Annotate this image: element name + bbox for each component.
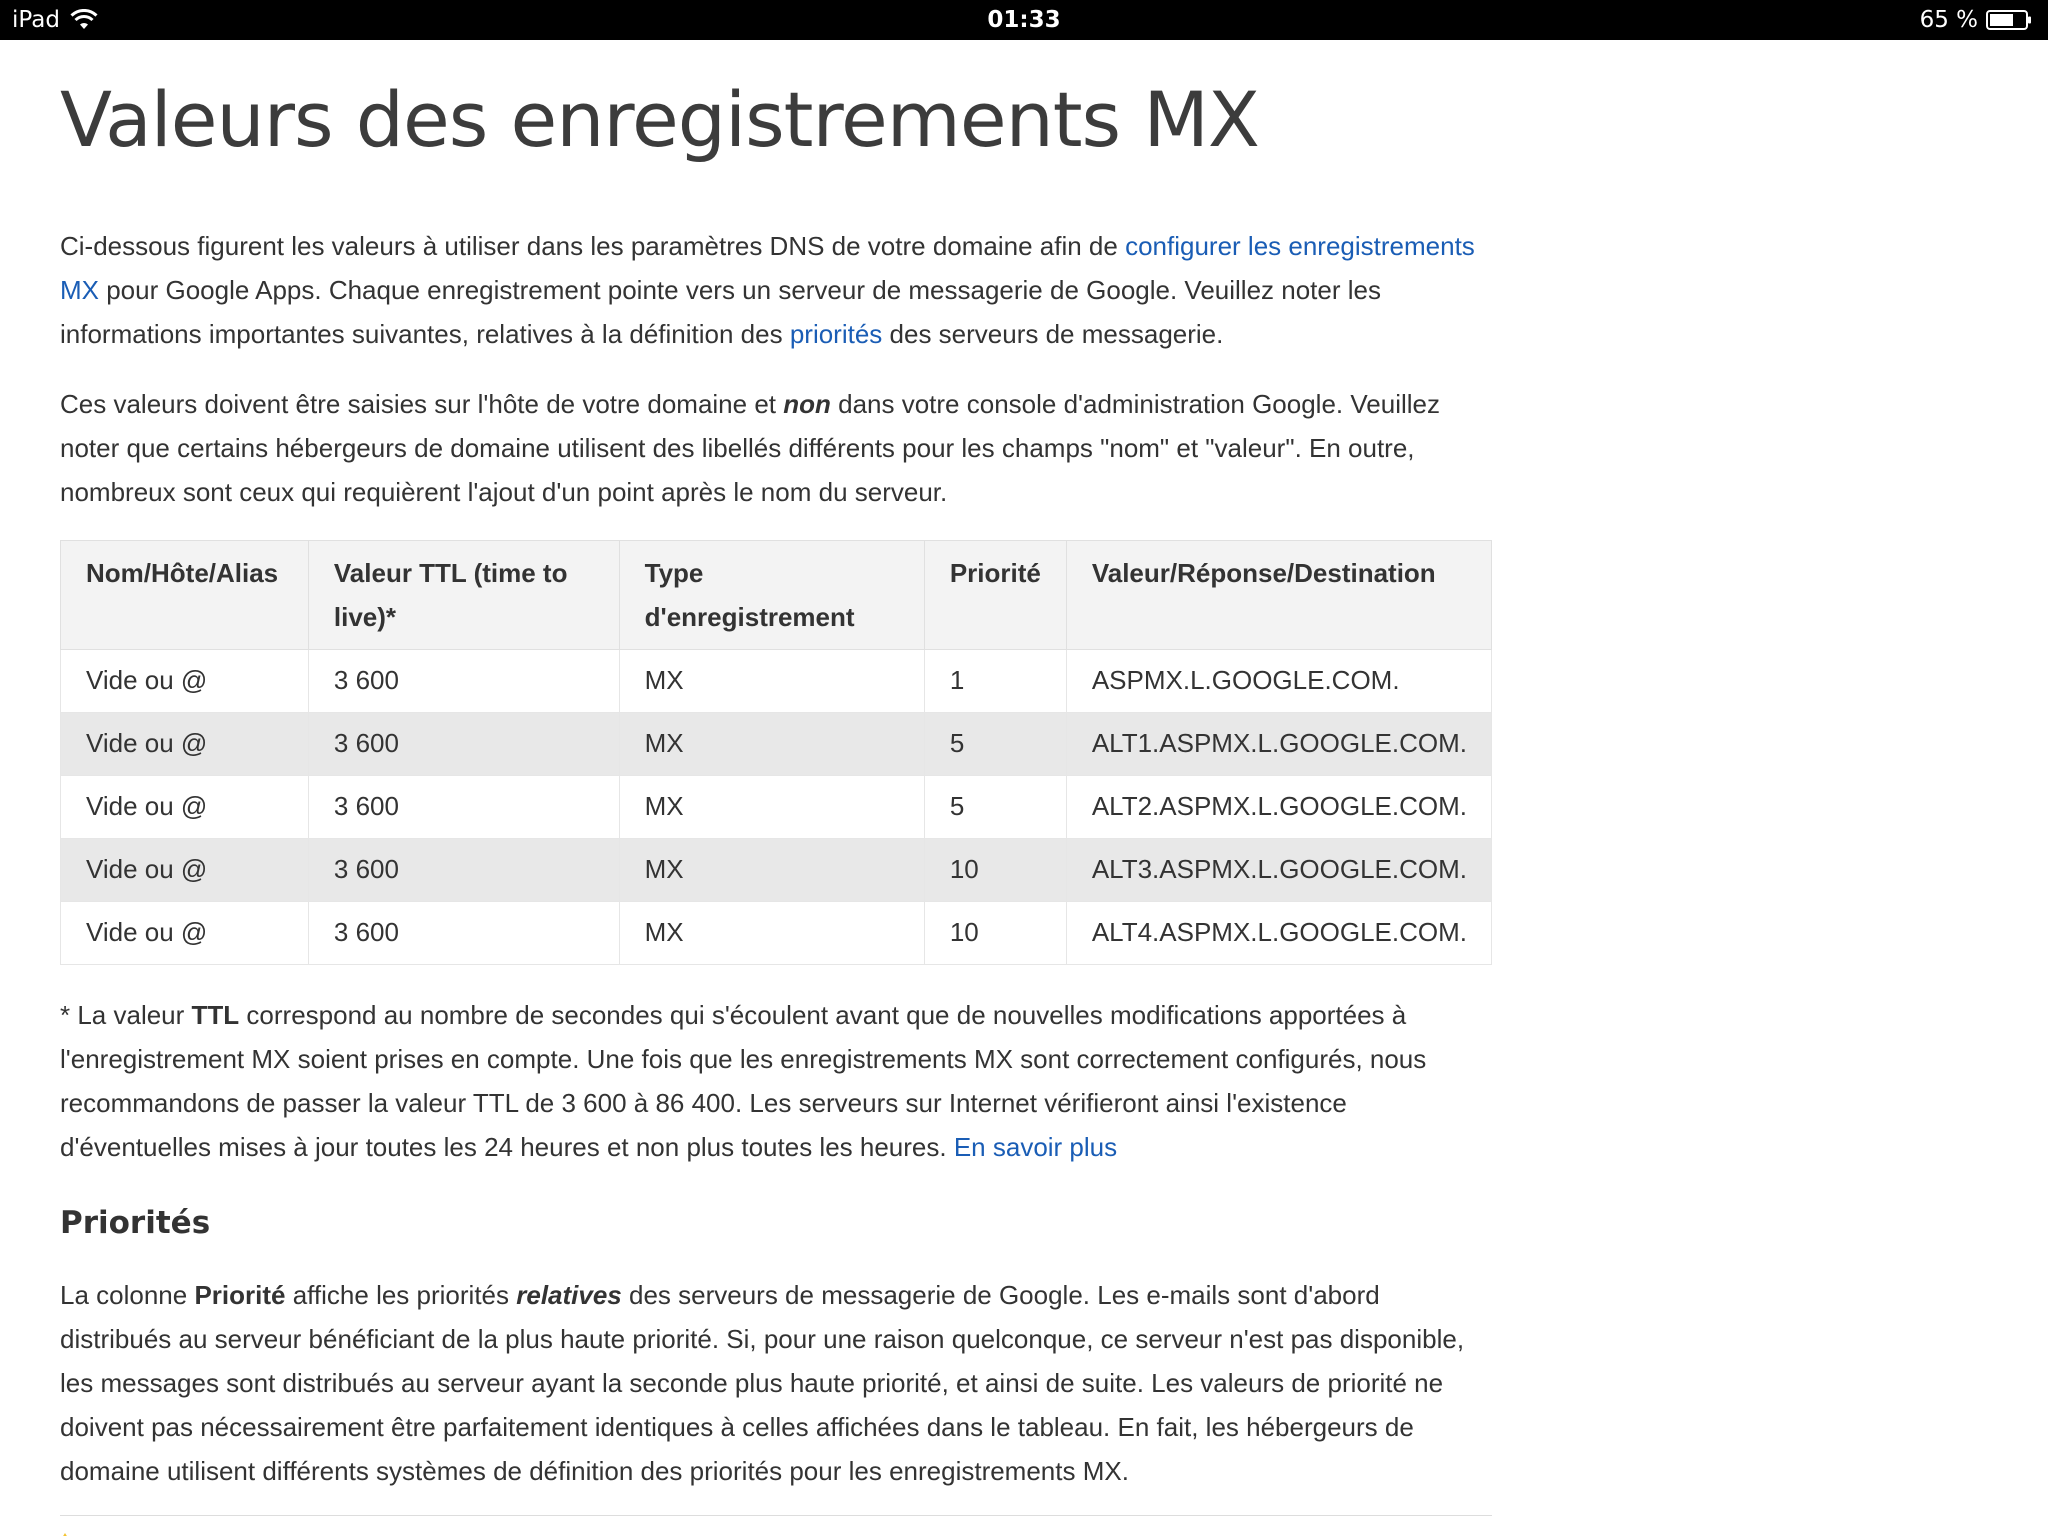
table-cell: 10 (924, 901, 1066, 964)
table-cell: MX (619, 901, 924, 964)
table-cell: MX (619, 649, 924, 712)
table-cell: 5 (924, 775, 1066, 838)
ttl-note-text: * La valeur (60, 999, 192, 1030)
table-row (61, 649, 1492, 712)
table-cell: MX (619, 712, 924, 775)
battery-percent: 65 % (1919, 7, 1978, 33)
table-cell: 3 600 (308, 901, 619, 964)
ttl-note-paragraph (60, 993, 1492, 1169)
section-divider (60, 1515, 1492, 1516)
table-cell: MX (619, 775, 924, 838)
priorities-text: La colonne (60, 1279, 195, 1310)
ttl-note-text: correspond au nombre de secondes qui s'écoulent avant que de nouvelles modifications apportées à l'enregistrement MX soient prises en compte. Une fois que les enregistrements MX sont correctement configurés, nous recommandons de passer la valeur TTL de 3 600 à 86 400. Les serveurs sur Internet vérifieront ainsi l'existence d'éventuelles mises à jour toutes les 24 heures et non plus toutes les heures. (60, 999, 1427, 1162)
table-cell: 3 600 (308, 775, 619, 838)
device-label: iPad (12, 7, 60, 33)
priorities-text: des serveurs de messagerie de Google. Les e-mails sont d'abord distribués au serveur bénéficiant de la plus haute priorité. Si, pour une raison quelconque, ce serveur n'est pas disponible, les messages sont distribués au serveur ayant la seconde plus haute priorité, et ainsi de suite. Les valeurs de priorité ne doivent pas nécessairement être parfaitement identiques à celles affichées dans le tableau. En fait, les hébergeurs de domaine utilisent différents systèmes de définition des priorités pour les enregistrements MX. (60, 1279, 1465, 1486)
table-cell: 3 600 (308, 649, 619, 712)
table-cell: 3 600 (308, 712, 619, 775)
ttl-note-bold: TTL (191, 999, 240, 1030)
intro-text: Ci-dessous figurent les valeurs à utiliser dans les paramètres DNS de votre domaine afin de (60, 230, 1126, 261)
table-cell: ALT3.ASPMX.L.GOOGLE.COM. (1066, 838, 1491, 901)
priorities-paragraph (60, 1273, 1492, 1493)
clock: 01:33 (987, 7, 1061, 33)
note-text: dans votre console d'administration Google. Veuillez noter que certains hébergeurs de domaine utilisent des libellés différents pour les champs "nom" et "valeur". En outre, nombreux sont ceux qui requièrent l'ajout d'un point après le nom du serveur. (60, 388, 1440, 507)
table-row (61, 712, 1492, 775)
priorities-heading: Priorités (60, 1204, 211, 1241)
note-emphasis: non (783, 388, 831, 419)
table-header-row (61, 540, 1492, 649)
lightbulb-icon (60, 1528, 70, 1536)
intro-text: pour Google Apps. Chaque enregistrement pointe vers un serveur de messagerie de Google. Veuillez noter les informations importantes suivantes, relatives à la définition des (60, 274, 1381, 349)
note-paragraph (60, 382, 1492, 514)
priorities-emphasis: relatives (516, 1279, 622, 1310)
priorities-link[interactable]: priorités (789, 318, 883, 349)
battery-icon (1986, 10, 2032, 30)
table-cell: MX (619, 838, 924, 901)
table-row (61, 775, 1492, 838)
column-header: Priorité (924, 540, 1066, 649)
table-cell: ASPMX.L.GOOGLE.COM. (1066, 649, 1491, 712)
table-cell: ALT1.ASPMX.L.GOOGLE.COM. (1066, 712, 1491, 775)
page-title: Valeurs des enregistrements MX (60, 75, 1259, 164)
note-text: Ces valeurs doivent être saisies sur l'hôte de votre domaine et (60, 388, 784, 419)
article (60, 40, 1492, 1524)
table-cell: ALT2.ASPMX.L.GOOGLE.COM. (1066, 775, 1491, 838)
column-header: Nom/Hôte/Alias (61, 540, 309, 649)
table-cell: ALT4.ASPMX.L.GOOGLE.COM. (1066, 901, 1491, 964)
table-cell: Vide ou @ (61, 901, 309, 964)
mx-records-table (60, 540, 1492, 965)
intro-paragraph (60, 224, 1492, 356)
table-cell: 10 (924, 838, 1066, 901)
table-cell: 3 600 (308, 838, 619, 901)
column-header: Valeur/Réponse/Destination (1066, 540, 1491, 649)
column-header: Valeur TTL (time to live)* (308, 540, 619, 649)
intro-text: des serveurs de messagerie. (882, 318, 1224, 349)
table-cell: Vide ou @ (61, 775, 309, 838)
status-bar (0, 0, 2048, 40)
column-header: Type d'enregistrement (619, 540, 924, 649)
configure-mx-link[interactable]: configurer les enregistrements MX (60, 230, 1475, 305)
status-right (1920, 0, 2032, 40)
table-cell: Vide ou @ (61, 649, 309, 712)
table-cell: Vide ou @ (61, 838, 309, 901)
priorities-bold: Priorité (194, 1279, 286, 1310)
learn-more-link[interactable]: En savoir plus (953, 1131, 1118, 1162)
table-cell: 5 (924, 712, 1066, 775)
priorities-text: affiche les priorités (285, 1279, 517, 1310)
table-cell: 1 (924, 649, 1066, 712)
table-row (61, 901, 1492, 964)
table-cell: Vide ou @ (61, 712, 309, 775)
table-row (61, 838, 1492, 901)
